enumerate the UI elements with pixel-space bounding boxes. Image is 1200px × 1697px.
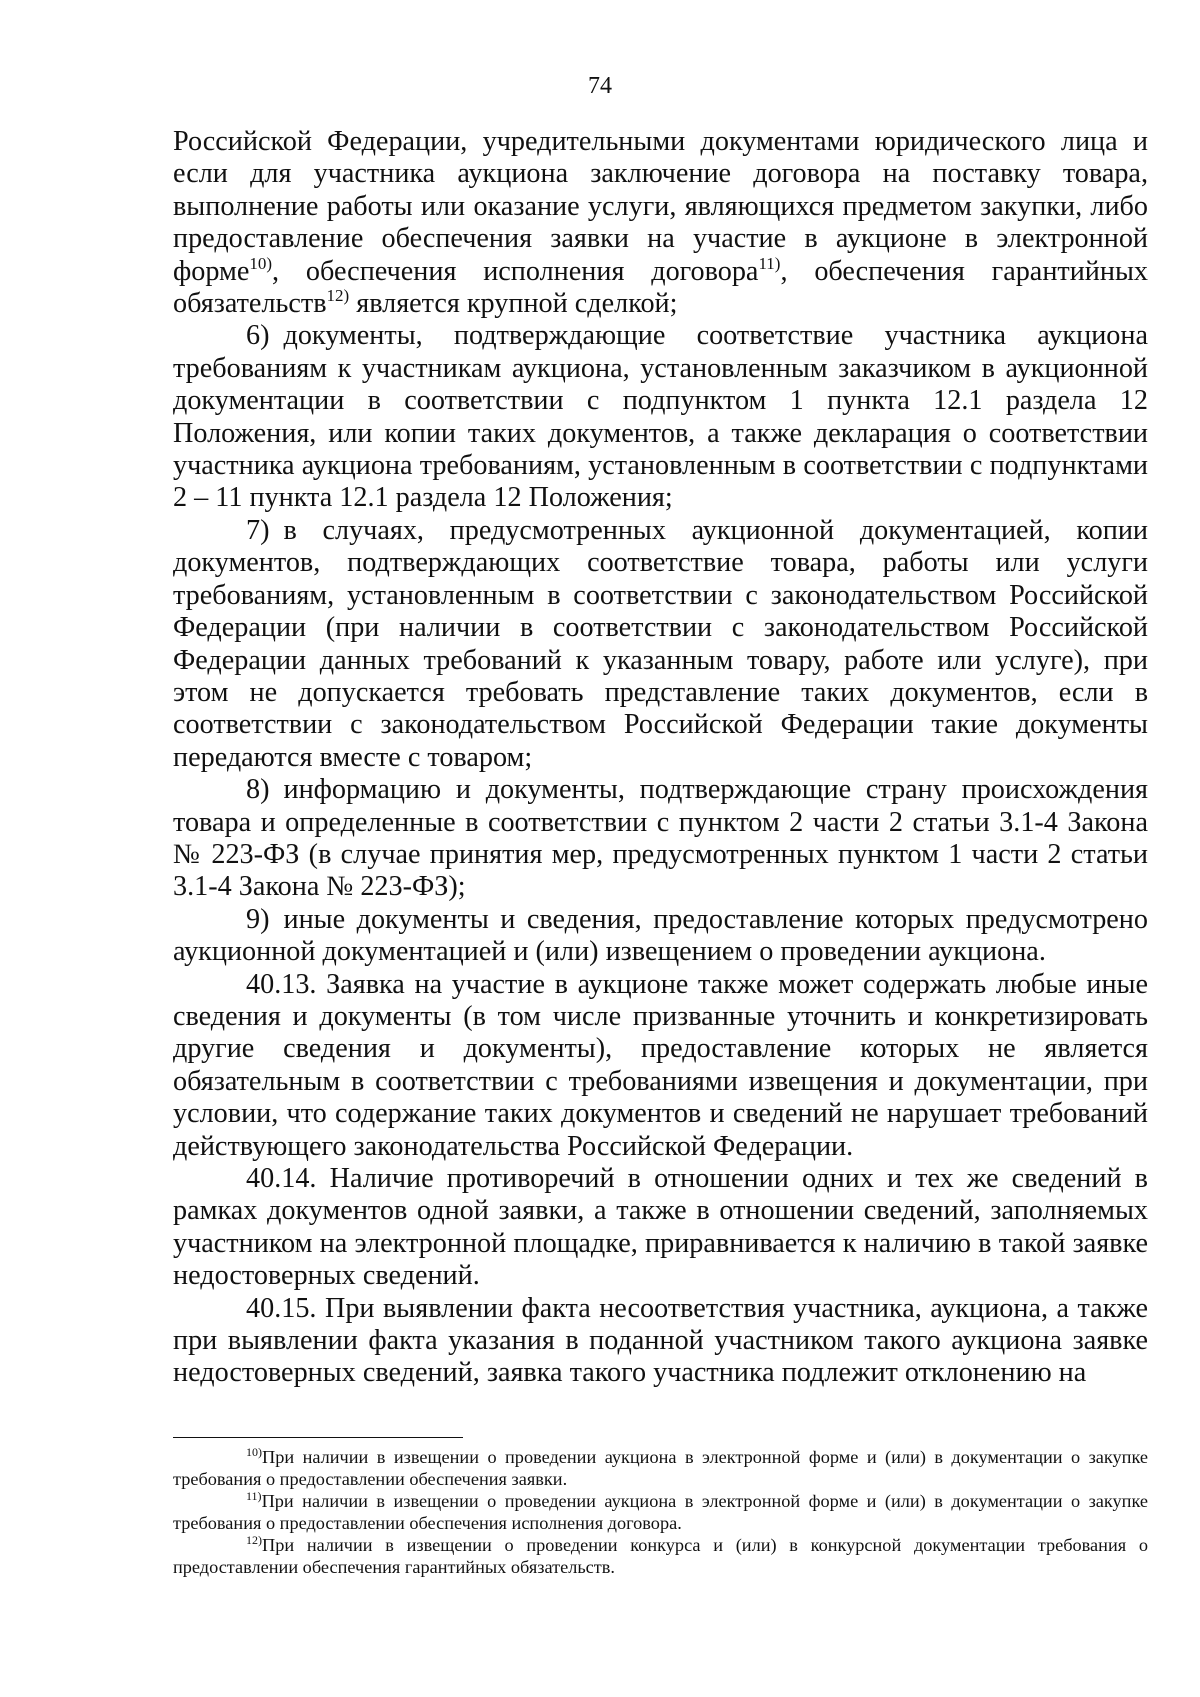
list-item-6 <box>173 320 1148 514</box>
footnotes <box>173 1446 1148 1578</box>
footnote-ref-10[interactable]: 10) <box>249 253 273 273</box>
footnote-text: При наличии в извещении о проведении конкурса и (или) в конкурсной документации требования о предоставлении обеспечения гарантийных обязательств. <box>173 1535 1148 1577</box>
item-text: информацию и документы, подтверждающие страну происхождения товара и определенные в соответствии с пунктом 2 части 2 статьи 3.1-4 Закона № 223-ФЗ (в случае принятия мер, предусмотренных пунктом 1 части 2 статьи 3.1-4 Закона № 223-ФЗ); <box>173 774 1148 903</box>
footnote-12 <box>173 1534 1148 1578</box>
item-text: в случаях, предусмотренных аукционной документацией, копии документов, подтверждающих соответствие товара, работы или услуги требованиям, установленным в соответствии с законодательством Российской Федерации (при наличии в соответствии с законодательством Российской Федерации данных требований к указанным товару, работе или услуге), при этом не допускается требовать представление таких документов, если в соответствии с законодательством Российской Федерации такие документы передаются вместе с товаром; <box>173 514 1148 773</box>
footnote-text: При наличии в извещении о проведении аукциона в электронной форме и (или) в документации о закупке требования о предоставлении обеспечения заявки. <box>173 1447 1148 1489</box>
page-number: 74 <box>588 73 612 99</box>
footnote-11 <box>173 1490 1148 1534</box>
text-segment: , обеспечения гарантийных обязательств <box>173 255 1149 320</box>
item-number: 8) <box>246 774 270 806</box>
footnote-10 <box>173 1446 1148 1490</box>
paragraph-continuation <box>173 126 1148 320</box>
text-segment: , обеспечения исполнения договора <box>272 255 759 287</box>
footnote-ref-12[interactable]: 12) <box>326 286 350 306</box>
text-segment: является крупной сделкой; <box>349 288 678 320</box>
footnote-mark: 12) <box>246 1533 262 1547</box>
item-number: 6) <box>246 320 270 352</box>
clause-40-13: 40.13. Заявка на участие в аукционе также может содержать любые иные сведения и документы (в том числе призванные уточнить и конкретизировать другие сведения и документы), предоставление которых не является обязательным в соответствии с требованиями извещения и документации, при условии, что содержание таких документов и сведений не нарушает требований действующего законодательства Российской Федерации. <box>173 968 1148 1162</box>
clause-40-15: 40.15. При выявлении факта несоответствия участника, аукциона, а также при выявлении факта указания в поданной участником такого аукциона заявке недостоверных сведений, заявка такого участника подлежит отклонению на <box>173 1292 1148 1389</box>
footnote-text: При наличии в извещении о проведении аукциона в электронной форме и (или) в документации о закупке требования о предоставлении обеспечения исполнения договора. <box>173 1491 1148 1533</box>
item-number: 9) <box>246 903 270 935</box>
footnote-separator <box>173 1437 463 1438</box>
item-text: иные документы и сведения, предоставление которых предусмотрено аукционной документацией и (или) извещением о проведении аукциона. <box>173 903 1148 968</box>
footnote-mark: 11) <box>246 1489 262 1503</box>
main-text <box>173 126 1148 1390</box>
list-item-8 <box>173 774 1148 904</box>
list-item-7 <box>173 515 1148 774</box>
list-item-9 <box>173 904 1148 969</box>
item-text: документы, подтверждающие соответствие участника аукциона требованиям к участникам аукциона, установленным заказчиком в аукционной документации в соответствии с подпунктом 1 пункта 12.1 раздела 12 Положения, или копии таких документов, а также декларация о соответствии участника аукциона требованиям, установленным в соответствии с подпунктами 2 – 11 пункта 12.1 раздела 12 Положения; <box>173 320 1148 514</box>
footnote-ref-11[interactable]: 11) <box>758 253 781 273</box>
footnote-mark: 10) <box>246 1445 262 1459</box>
text-segment: Российской Федерации, учредительными документами юридического лица и если для участника аукциона заключение договора на поставку товара, выполнение работы или оказание услуги, являющихся предметом закупки, либо предоставление обеспечения заявки на участие в аукционе в электронной форме <box>173 126 1148 287</box>
item-number: 7) <box>246 514 270 546</box>
clause-40-14: 40.14. Наличие противоречий в отношении одних и тех же сведений в рамках документов одной заявки, а также в отношении сведений, заполняемых участником на электронной площадке, приравнивается к наличию в такой заявке недостоверных сведений. <box>173 1163 1148 1292</box>
